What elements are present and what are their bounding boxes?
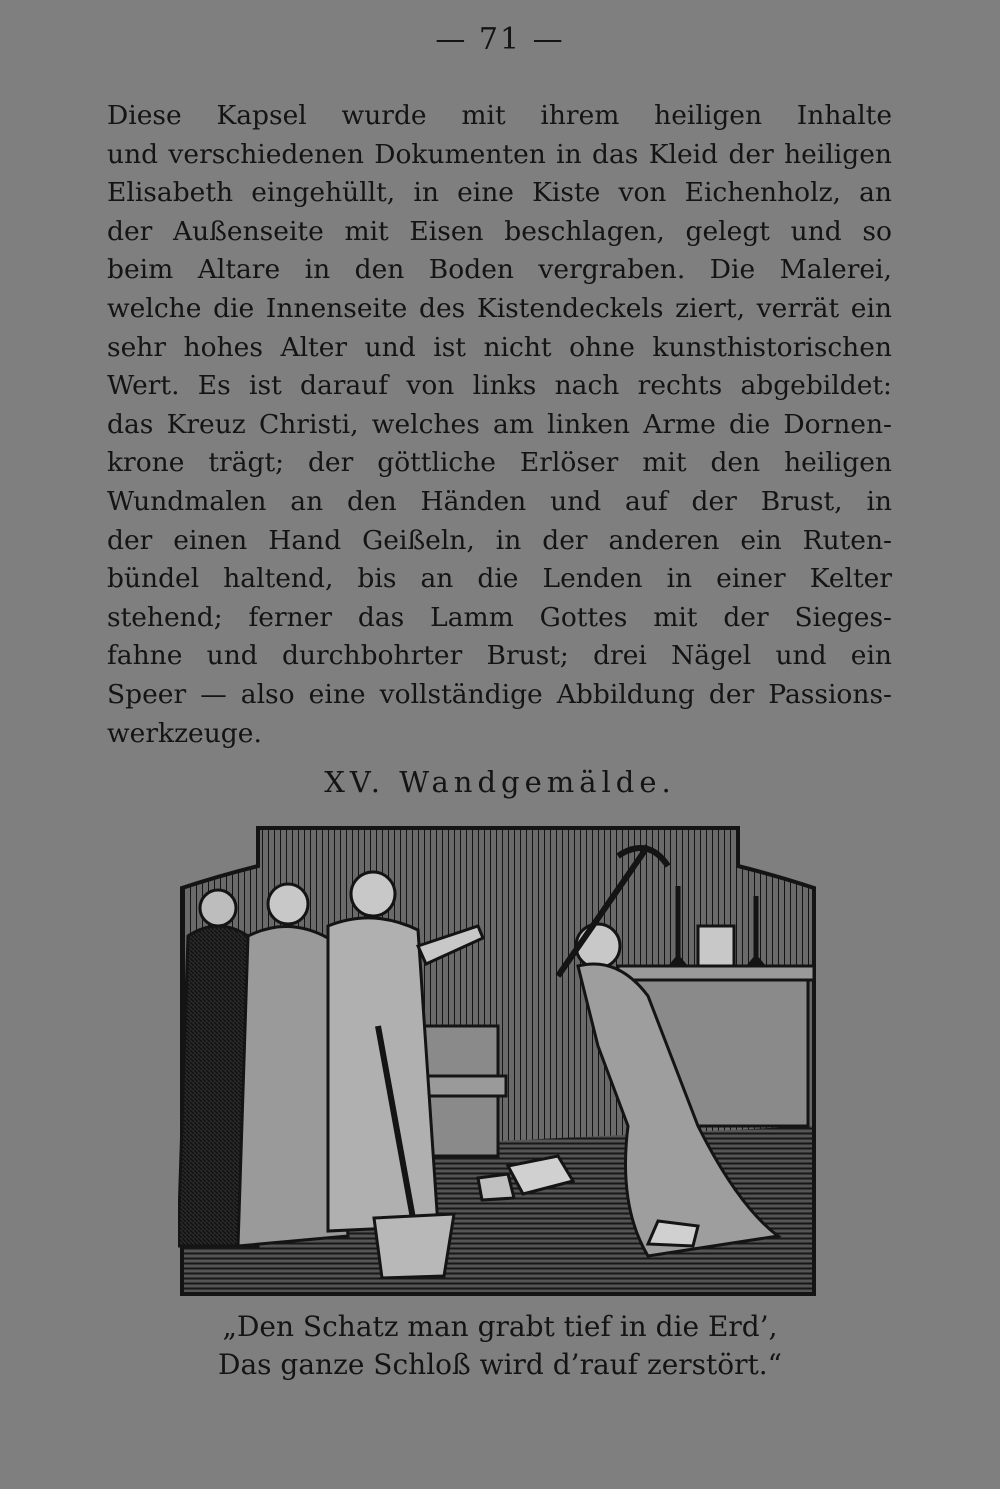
section-heading: XV. Wandgemälde. <box>324 765 676 799</box>
body-line: werkzeuge. <box>107 717 262 749</box>
illustration <box>178 826 818 1296</box>
basket <box>374 1214 454 1278</box>
body-line: stehend; ferner das Lamm Gottes mit der Sieges- <box>107 601 892 633</box>
body-line: krone trägt; der göttliche Erlöser mit den heiligen <box>107 447 892 479</box>
body-text <box>107 97 892 753</box>
body-line: fahne und durchbohrter Brust; drei Nägel und ein <box>107 640 892 672</box>
body-line: beim Altare in den Boden vergraben. Die Malerei, <box>107 254 892 286</box>
caption-line: Das ganze Schloß wird d’rauf zerstört.“ <box>218 1348 782 1381</box>
body-line: das Kreuz Christi, welches am linken Arme die Dornen- <box>107 408 892 440</box>
body-line: Diese Kapsel wurde mit ihrem heiligen Inhalte <box>107 100 892 131</box>
body-line: und verschiedenen Dokumenten in das Kleid der heiligen <box>107 138 892 170</box>
caption-line: „Den Schatz man grabt tief in die Erd’, <box>222 1310 778 1343</box>
body-line: bündel haltend, bis an die Lenden in einer Kelter <box>107 563 892 595</box>
body-line: sehr hohes Alter und ist nicht ohne kunsthistorischen <box>107 331 892 363</box>
body-line: welche die Innenseite des Kistendeckels ziert, verrät ein <box>107 292 892 324</box>
caption <box>0 1308 1000 1384</box>
body-line: Wundmalen an den Händen und auf der Brust, in <box>107 485 892 517</box>
page-number: — 71 — <box>435 22 565 57</box>
body-line: der Außenseite mit Eisen beschlagen, gelegt und so <box>107 215 892 247</box>
body-line: Elisabeth eingehüllt, in eine Kiste von Eichenholz, an <box>107 177 892 209</box>
body-line: der einen Hand Geißeln, in der anderen ein Ruten- <box>107 524 892 556</box>
body-line: Speer — also eine vollständige Abbildung der Passions- <box>107 678 892 710</box>
body-line: Wert. Es ist darauf von links nach rechts abgebildet: <box>107 370 892 402</box>
woodcut-engraving <box>178 826 818 1296</box>
